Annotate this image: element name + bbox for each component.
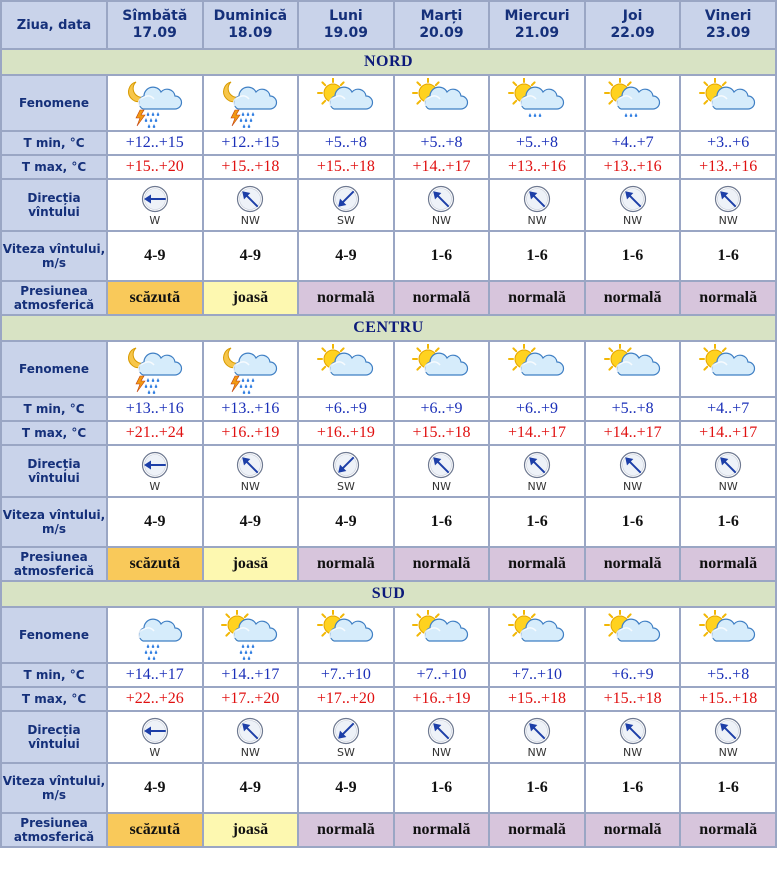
pressure-row xyxy=(2,548,775,580)
row-label-wind-speed: Viteza vîntului, m/s xyxy=(2,232,106,280)
wind-speed-cell: 4-9 xyxy=(299,498,393,546)
wind-direction-cell xyxy=(586,446,680,496)
tmin-cell: +5..+8 xyxy=(681,664,775,686)
wind-speed-cell: 1-6 xyxy=(490,498,584,546)
wind-direction-text: W xyxy=(149,479,161,493)
day-name: Joi xyxy=(622,8,643,24)
wind-direction-row xyxy=(2,446,775,496)
storm-rain-icon xyxy=(221,78,279,128)
sun-cloud-icon xyxy=(699,344,757,394)
wind-direction-cell xyxy=(681,712,775,762)
wind-direction-text: W xyxy=(149,745,161,759)
wind-direction-cell xyxy=(299,446,393,496)
wind-compass-icon xyxy=(236,451,264,479)
row-label-pressure: Presiunea atmosferică xyxy=(2,282,106,314)
day-name: Sîmbătă xyxy=(122,8,188,24)
pressure-cell: normală xyxy=(395,282,489,314)
wind-direction-cell xyxy=(586,712,680,762)
wind-direction-text: NW xyxy=(718,479,738,493)
sun-cloud-icon xyxy=(604,610,662,660)
row-label-tmax: T max, °C xyxy=(2,422,106,444)
wind-speed-cell: 4-9 xyxy=(204,498,298,546)
tmax-cell: +15..+18 xyxy=(299,156,393,178)
tmin-cell: +3..+6 xyxy=(681,132,775,154)
tmin-cell: +13..+16 xyxy=(108,398,202,420)
wind-compass-icon xyxy=(427,185,455,213)
wind-direction-text: SW xyxy=(336,745,355,759)
wind-compass-icon xyxy=(236,185,264,213)
sun-cloud-icon xyxy=(699,78,757,128)
phenomena-cell xyxy=(395,608,489,662)
header-day xyxy=(299,2,393,48)
tmax-cell: +17..+20 xyxy=(299,688,393,710)
pressure-cell: normală xyxy=(395,548,489,580)
phenomena-cell xyxy=(395,342,489,396)
phenomena-cell xyxy=(299,342,393,396)
wind-speed-cell: 1-6 xyxy=(395,232,489,280)
wind-compass-icon xyxy=(332,451,360,479)
wind-direction-text: NW xyxy=(527,745,547,759)
wind-speed-cell: 4-9 xyxy=(108,498,202,546)
tmin-cell: +12..+15 xyxy=(108,132,202,154)
wind-speed-cell: 4-9 xyxy=(299,232,393,280)
pressure-cell: normală xyxy=(586,814,680,846)
tmin-cell: +4..+7 xyxy=(586,132,680,154)
tmax-row xyxy=(2,422,775,444)
wind-speed-cell: 1-6 xyxy=(681,498,775,546)
sun-cloud-icon xyxy=(412,78,470,128)
pressure-cell: normală xyxy=(299,814,393,846)
tmax-cell: +22..+26 xyxy=(108,688,202,710)
row-label-phenomena: Fenomene xyxy=(2,342,106,396)
phenomena-cell xyxy=(299,76,393,130)
row-label-wind-direction: Direcția vîntului xyxy=(2,446,106,496)
tmax-cell: +21..+24 xyxy=(108,422,202,444)
phenomena-cell xyxy=(108,76,202,130)
region-header-row xyxy=(2,582,775,606)
wind-speed-row xyxy=(2,232,775,280)
tmin-cell: +7..+10 xyxy=(490,664,584,686)
pressure-cell: normală xyxy=(681,282,775,314)
wind-direction-text: NW xyxy=(240,745,260,759)
tmax-row xyxy=(2,156,775,178)
header-day xyxy=(395,2,489,48)
row-label-pressure: Presiunea atmosferică xyxy=(2,548,106,580)
row-label-pressure: Presiunea atmosferică xyxy=(2,814,106,846)
pressure-cell: joasă xyxy=(204,814,298,846)
wind-direction-text: NW xyxy=(431,213,452,227)
tmax-cell: +15..+18 xyxy=(681,688,775,710)
tmax-cell: +16..+19 xyxy=(299,422,393,444)
wind-direction-text: W xyxy=(149,213,161,227)
wind-speed-cell: 1-6 xyxy=(395,498,489,546)
pressure-cell: normală xyxy=(586,548,680,580)
pressure-cell: scăzută xyxy=(108,814,202,846)
phenomena-cell xyxy=(204,342,298,396)
day-date: 19.09 xyxy=(323,25,369,41)
day-name: Duminică xyxy=(213,8,288,24)
header-day xyxy=(586,2,680,48)
region-title: NORD xyxy=(2,50,775,74)
tmax-cell: +16..+19 xyxy=(204,422,298,444)
wind-speed-cell: 1-6 xyxy=(681,232,775,280)
row-label-wind-direction: Direcția vîntului xyxy=(2,712,106,762)
tmax-cell: +15..+18 xyxy=(204,156,298,178)
wind-direction-cell xyxy=(204,180,298,230)
wind-direction-text: NW xyxy=(623,479,643,493)
wind-compass-icon xyxy=(619,451,647,479)
wind-direction-text: NW xyxy=(623,213,643,227)
wind-direction-text: NW xyxy=(718,745,738,759)
phenomena-cell xyxy=(681,608,775,662)
wind-compass-icon xyxy=(714,185,742,213)
tmin-cell: +6..+9 xyxy=(490,398,584,420)
phenomena-cell xyxy=(490,342,584,396)
header-day xyxy=(204,2,298,48)
phenomena-row xyxy=(2,76,775,130)
phenomena-cell xyxy=(586,342,680,396)
tmin-cell: +5..+8 xyxy=(299,132,393,154)
wind-compass-icon xyxy=(141,185,169,213)
wind-speed-cell: 4-9 xyxy=(108,232,202,280)
sun-cloud-rain-icon xyxy=(221,610,279,660)
tmax-cell: +14..+17 xyxy=(586,422,680,444)
tmax-cell: +16..+19 xyxy=(395,688,489,710)
tmax-cell: +13..+16 xyxy=(490,156,584,178)
wind-direction-text: SW xyxy=(336,479,355,493)
storm-rain-icon xyxy=(221,344,279,394)
tmax-cell: +15..+20 xyxy=(108,156,202,178)
wind-direction-text: NW xyxy=(431,479,452,493)
wind-direction-row xyxy=(2,712,775,762)
wind-speed-row xyxy=(2,764,775,812)
tmin-cell: +14..+17 xyxy=(204,664,298,686)
tmin-row xyxy=(2,132,775,154)
row-label-wind-speed: Viteza vîntului, m/s xyxy=(2,764,106,812)
wind-speed-cell: 4-9 xyxy=(204,764,298,812)
wind-direction-cell xyxy=(299,180,393,230)
wind-direction-text: SW xyxy=(336,213,355,227)
tmin-cell: +6..+9 xyxy=(586,664,680,686)
pressure-cell: normală xyxy=(490,548,584,580)
pressure-cell: normală xyxy=(395,814,489,846)
tmin-cell: +13..+16 xyxy=(204,398,298,420)
wind-speed-cell: 1-6 xyxy=(586,232,680,280)
phenomena-cell xyxy=(681,342,775,396)
wind-compass-icon xyxy=(332,185,360,213)
tmax-cell: +14..+17 xyxy=(395,156,489,178)
pressure-cell: normală xyxy=(299,282,393,314)
header-row xyxy=(2,2,775,48)
sun-cloud-light-rain-icon xyxy=(508,78,566,128)
wind-direction-cell xyxy=(108,446,202,496)
tmin-cell: +7..+10 xyxy=(299,664,393,686)
day-date: 21.09 xyxy=(514,25,560,41)
row-label-phenomena: Fenomene xyxy=(2,608,106,662)
wind-compass-icon xyxy=(427,451,455,479)
wind-direction-text: NW xyxy=(623,745,643,759)
phenomena-row xyxy=(2,342,775,396)
wind-direction-text: NW xyxy=(431,745,452,759)
wind-compass-icon xyxy=(427,717,455,745)
phenomena-cell xyxy=(395,76,489,130)
phenomena-cell xyxy=(681,76,775,130)
row-label-phenomena: Fenomene xyxy=(2,76,106,130)
pressure-cell: normală xyxy=(681,814,775,846)
wind-direction-text: NW xyxy=(527,213,547,227)
wind-direction-cell xyxy=(108,180,202,230)
day-date: 20.09 xyxy=(419,25,464,41)
wind-compass-icon xyxy=(619,717,647,745)
sun-cloud-icon xyxy=(412,610,470,660)
region-header-row xyxy=(2,316,775,340)
wind-compass-icon xyxy=(141,451,169,479)
wind-direction-cell xyxy=(490,446,584,496)
row-label-tmin: T min, °C xyxy=(2,132,106,154)
wind-direction-cell xyxy=(681,180,775,230)
pressure-cell: normală xyxy=(490,282,584,314)
pressure-cell: scăzută xyxy=(108,548,202,580)
tmin-row xyxy=(2,398,775,420)
region-title: SUD xyxy=(2,582,775,606)
wind-speed-cell: 4-9 xyxy=(299,764,393,812)
cloud-rain-icon xyxy=(126,610,184,660)
wind-direction-cell xyxy=(490,180,584,230)
wind-compass-icon xyxy=(619,185,647,213)
wind-direction-text: NW xyxy=(527,479,547,493)
region-header-row xyxy=(2,50,775,74)
row-label-tmax: T max, °C xyxy=(2,688,106,710)
sun-cloud-icon xyxy=(604,344,662,394)
region-title: CENTRU xyxy=(2,316,775,340)
day-name: Miercuri xyxy=(504,8,570,24)
wind-direction-cell xyxy=(395,446,489,496)
tmax-cell: +15..+18 xyxy=(586,688,680,710)
tmin-cell: +4..+7 xyxy=(681,398,775,420)
wind-direction-text: NW xyxy=(240,479,260,493)
wind-speed-cell: 1-6 xyxy=(586,764,680,812)
wind-direction-text: NW xyxy=(240,213,260,227)
wind-direction-cell xyxy=(204,712,298,762)
sun-cloud-icon xyxy=(412,344,470,394)
tmax-cell: +17..+20 xyxy=(204,688,298,710)
wind-direction-cell xyxy=(108,712,202,762)
pressure-cell: joasă xyxy=(204,282,298,314)
row-label-tmax: T max, °C xyxy=(2,156,106,178)
day-date: 23.09 xyxy=(706,25,751,41)
wind-speed-cell: 4-9 xyxy=(204,232,298,280)
wind-compass-icon xyxy=(523,451,551,479)
wind-direction-cell xyxy=(299,712,393,762)
header-day xyxy=(490,2,584,48)
storm-rain-icon xyxy=(126,344,184,394)
phenomena-row xyxy=(2,608,775,662)
sun-cloud-icon xyxy=(317,344,375,394)
wind-compass-icon xyxy=(332,717,360,745)
row-label-tmin: T min, °C xyxy=(2,664,106,686)
sun-cloud-light-rain-icon xyxy=(604,78,662,128)
wind-compass-icon xyxy=(141,717,169,745)
wind-speed-cell: 1-6 xyxy=(681,764,775,812)
sun-cloud-icon xyxy=(317,78,375,128)
phenomena-cell xyxy=(586,608,680,662)
phenomena-cell xyxy=(490,608,584,662)
day-date: 17.09 xyxy=(132,25,177,41)
storm-rain-icon xyxy=(126,78,184,128)
tmin-cell: +12..+15 xyxy=(204,132,298,154)
row-label-tmin: T min, °C xyxy=(2,398,106,420)
tmin-cell: +6..+9 xyxy=(395,398,489,420)
wind-compass-icon xyxy=(714,451,742,479)
tmax-cell: +15..+18 xyxy=(395,422,489,444)
day-name: Vineri xyxy=(704,8,752,24)
row-label-wind-direction: Direcția vîntului xyxy=(2,180,106,230)
tmax-cell: +15..+18 xyxy=(490,688,584,710)
tmin-row xyxy=(2,664,775,686)
phenomena-cell xyxy=(108,608,202,662)
header-day xyxy=(108,2,202,48)
phenomena-cell xyxy=(490,76,584,130)
sun-cloud-icon xyxy=(508,610,566,660)
phenomena-cell xyxy=(204,76,298,130)
header-corner: Ziua, data xyxy=(2,2,106,48)
pressure-cell: normală xyxy=(586,282,680,314)
pressure-cell: normală xyxy=(299,548,393,580)
pressure-cell: normală xyxy=(681,548,775,580)
wind-direction-cell xyxy=(681,446,775,496)
wind-direction-cell xyxy=(204,446,298,496)
wind-direction-row xyxy=(2,180,775,230)
wind-compass-icon xyxy=(236,717,264,745)
pressure-cell: normală xyxy=(490,814,584,846)
day-date: 18.09 xyxy=(228,25,273,41)
wind-speed-cell: 1-6 xyxy=(586,498,680,546)
phenomena-cell xyxy=(204,608,298,662)
sun-cloud-icon xyxy=(317,610,375,660)
header-day xyxy=(681,2,775,48)
day-date: 22.09 xyxy=(610,25,655,41)
wind-direction-cell xyxy=(395,712,489,762)
wind-speed-cell: 4-9 xyxy=(108,764,202,812)
wind-speed-cell: 1-6 xyxy=(395,764,489,812)
tmin-cell: +7..+10 xyxy=(395,664,489,686)
tmax-cell: +14..+17 xyxy=(490,422,584,444)
day-name: Marți xyxy=(420,8,463,24)
tmax-cell: +13..+16 xyxy=(586,156,680,178)
pressure-row xyxy=(2,282,775,314)
wind-compass-icon xyxy=(523,717,551,745)
row-label-wind-speed: Viteza vîntului, m/s xyxy=(2,498,106,546)
tmin-cell: +5..+8 xyxy=(586,398,680,420)
wind-direction-cell xyxy=(586,180,680,230)
phenomena-cell xyxy=(108,342,202,396)
wind-compass-icon xyxy=(523,185,551,213)
phenomena-cell xyxy=(586,76,680,130)
tmin-cell: +5..+8 xyxy=(490,132,584,154)
tmin-cell: +6..+9 xyxy=(299,398,393,420)
tmax-cell: +13..+16 xyxy=(681,156,775,178)
pressure-cell: joasă xyxy=(204,548,298,580)
wind-speed-cell: 1-6 xyxy=(490,764,584,812)
wind-direction-text: NW xyxy=(718,213,738,227)
pressure-cell: scăzută xyxy=(108,282,202,314)
wind-speed-cell: 1-6 xyxy=(490,232,584,280)
tmin-cell: +14..+17 xyxy=(108,664,202,686)
tmax-cell: +14..+17 xyxy=(681,422,775,444)
pressure-row xyxy=(2,814,775,846)
day-name: Luni xyxy=(329,8,363,24)
wind-compass-icon xyxy=(714,717,742,745)
tmin-cell: +5..+8 xyxy=(395,132,489,154)
tmax-row xyxy=(2,688,775,710)
wind-direction-cell xyxy=(395,180,489,230)
wind-speed-row xyxy=(2,498,775,546)
wind-direction-cell xyxy=(490,712,584,762)
phenomena-cell xyxy=(299,608,393,662)
sun-cloud-icon xyxy=(508,344,566,394)
sun-cloud-icon xyxy=(699,610,757,660)
